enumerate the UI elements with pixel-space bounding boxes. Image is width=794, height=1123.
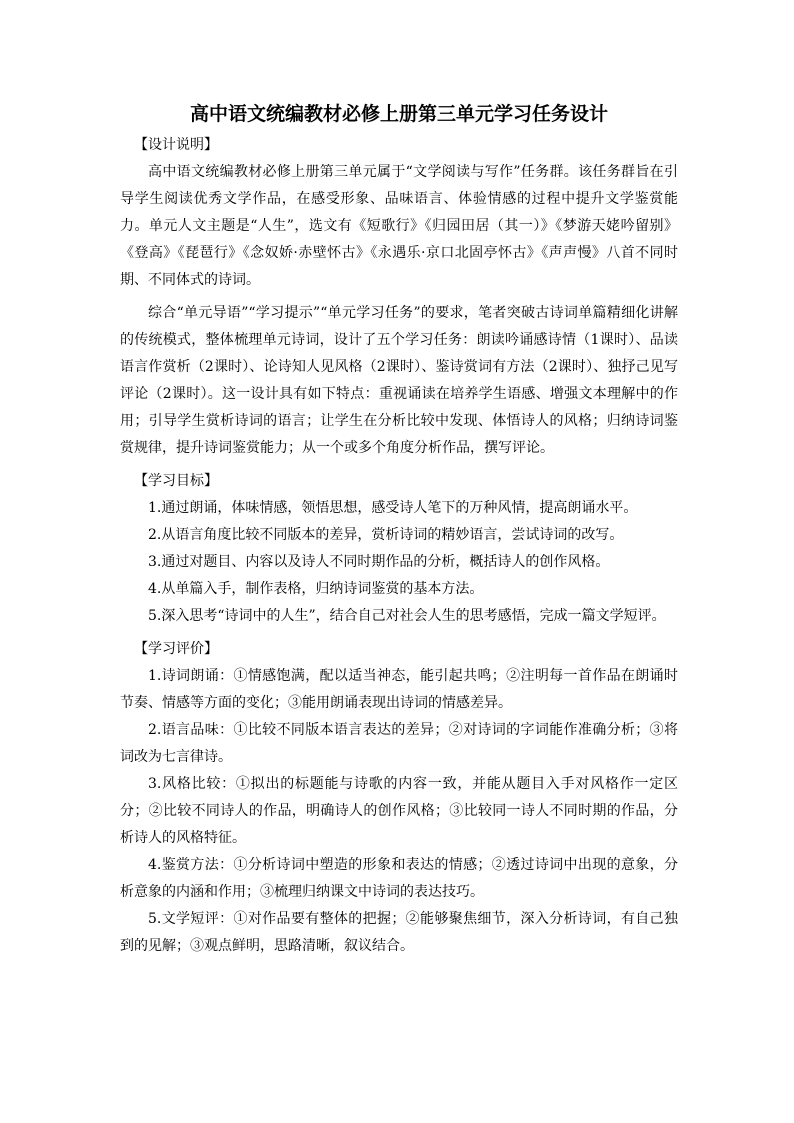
design-note-paragraph: 综合“单元导语”“学习提示”“单元学习任务”的要求，笔者突破古诗词单篇精细化讲解的传统模式，整体梳理单元诗词，设计了五个学习任务：朗读吟诵感诗情（1课时）、品读语言作赏析（2课时）、论诗知人见风格（2课时）、鉴诗赏词有方法（2课时）、独抒己见写评论（2课时）。这一设计具有如下特点：重视诵读在培养学生语感、增强文本理解中的作用；引导学生赏析诗词的语言；让学生在分析比较中发现、体悟诗人的风格；归纳诗词鉴赏规律，提升诗词鉴赏能力；从一个或多个角度分析作品，撰写评论。 [120,305,678,456]
evaluation-item: 4.鉴赏方法：①分析诗词中塑造的形象和表达的情感；②透过诗词中出现的意象，分析意象的内涵和作用；③梳理归纳课文中诗词的表达技巧。 [120,857,678,900]
design-note-paragraph: 高中语文统编教材必修上册第三单元属于“文学阅读与写作”任务群。该任务群旨在引导学生阅读优秀文学作品，在感受形象、品味语言、体验情感的过程中提升文学鉴赏能力。单元人文主题是“人生”，选文有《短歌行》《归园田居（其一）》《梦游天姥吟留别》《登高》《琵琶行》《念奴娇·赤壁怀古》《永遇乐·京口北固亭怀古》《声声慢》八首不同时期、不同体式的诗词。 [120,164,678,288]
section-heading-goals: 【学习目标】 [134,473,218,489]
evaluation-item: 5.文学短评：①对作品要有整体的把握；②能够聚焦细节，深入分析诗词，有自己独到的见解；③观点鲜明，思路清晰，叙议结合。 [120,911,678,954]
document-page [120,100,678,960]
evaluation-section [120,636,678,960]
design-note-section [120,132,678,462]
section-heading-design-note: 【设计说明】 [134,137,218,153]
evaluation-item: 2.语言品味：①比较不同版本语言表达的差异；②对诗词的字词能作准确分析；③将词改为七言律诗。 [120,722,678,765]
goal-item: 4.从单篇入手，制作表格，归纳诗词鉴赏的基本方法。 [148,581,484,597]
section-heading-evaluation: 【学习评价】 [134,641,218,657]
document-title: 高中语文统编教材必修上册第三单元学习任务设计 [189,103,608,125]
goal-item: 3.通过对题目、内容以及诗人不同时期作品的分析，概括诗人的创作风格。 [148,554,610,570]
goal-item: 1.通过朗诵，体味情感，领悟思想，感受诗人笔下的万种风情，提高朗诵水平。 [148,500,638,516]
goal-item: 5.深入思考“诗词中的人生”，结合自己对社会人生的思考感悟，完成一篇文学短评。 [148,608,666,624]
goals-section [120,468,678,630]
goal-item: 2.从语言角度比较不同版本的差异，赏析诗词的精妙语言，尝试诗词的改写。 [148,527,624,543]
evaluation-item: 1.诗词朗诵：①情感饱满，配以适当神态，能引起共鸣；②注明每一首作品在朗诵时节奏、情感等方面的变化；③能用朗诵表现出诗词的情感差异。 [120,668,678,711]
evaluation-item: 3.风格比较：①拟出的标题能与诗歌的内容一致，并能从题目入手对风格作一定区分；②比较不同诗人的作品，明确诗人的创作风格；③比较同一诗人不同时期的作品，分析诗人的风格特征。 [120,776,678,846]
